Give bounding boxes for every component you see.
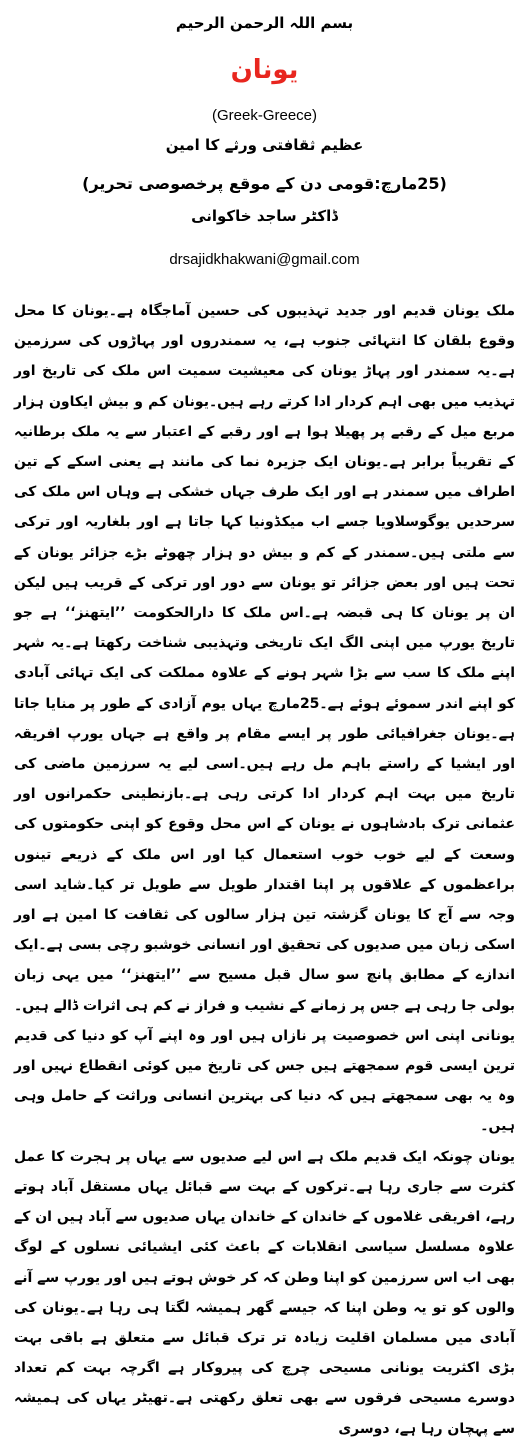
article-header <box>0 0 529 270</box>
article-title: یونان <box>230 55 299 85</box>
bismillah: بسم اللہ الرحمن الرحیم <box>175 14 354 32</box>
paragraph: یونان چونکہ ایک قدیم ملک ہے اس لیے صدیوں سے یہاں پر ہجرت کا عمل کثرت سے جاری رہا ہے۔ترکوں کے بہت سے قبائل یہاں مستقل آباد ہوتے رہے، افریقی غلاموں کے خاندان کے خاندان یہاں صدیوں سے آباد ہیں ان کے علاوہ مسلسل سیاسی انقلابات کے باعث کئی ایشیائی نسلوں کے لوگ بھی اب اس سرزمین کو اپنا وطن کہ کر خوش ہوتے ہیں اور یورپ سے آنے والوں کو تو یہ وطن اپنا کہ جیسے گھر ہمیشہ لگتا ہی رہا ہے۔یونان کی آبادی میں مسلمان اقلیت زیادہ تر ترک قبائل سے متعلق ہے باقی بہت بڑی اکثریت یونانی مسیحی چرچ کی پیروکار ہے اگرچہ بہت کم تعداد دوسرے مسیحی فرقوں سے بھی تعلق رکھتی ہے۔تھیٹر یہاں کی ہمیشہ سے پہچان رہا ہے، دوسری <box>14 1148 515 1437</box>
author-name: ڈاکٹر ساجد خاکوانی <box>191 207 338 225</box>
author-email: drsajidkhakwani@gmail.com <box>169 251 360 268</box>
subtitle-urdu: عظیم ثقافتی ورثے کا امین <box>165 136 364 154</box>
paragraph: ملک یونان قدیم اور جدید تہذیبوں کی حسین آماجگاہ ہے۔یونان کا محل وقوع بلقان کا انتہائی جنوب ہے، یہ سمندروں اور پہاڑوں کی سرزمین ہے۔یہ سمندر اور پہاڑ یونان کی معیشیت سمیت اس ملک کی تاریخ اور تہذیب میں بھی اہم کردار ادا کرتے رہے ہیں۔یونان کم و بیش ایکاون ہزار مربع میل کے رقبے پر پھیلا ہوا ہے اور رقبے کے اعتبار سے یہ ملک برطانیہ کے تقریباً برابر ہے۔یونان ایک جزیرہ نما کی مانند ہے یعنی اسکے کے تین اطراف میں سمندر ہے اور ایک طرف جہاں خشکی ہے وہاں اس ملک کی سرحدیں یوگوسلاویا جسے اب میکڈونیا کہا جاتا ہے اور بلغاریہ اور ترکی سے ملتی ہیں۔سمندر کے کم و بیش دو ہزار چھوٹے بڑے جزائر یونان کے تحت ہیں اور بعض جزائر تو یونان سے دور اور ترکی کے قریب ہیں لیکن ان پر یونان کا ہی قبضہ ہے۔اس ملک کا دارالحکومت ’’ایتھنز‘‘ ہے جو تاریخ یورپ میں اپنی الگ ایک تاریخی وتہذیبی شناخت رکھتا ہے۔یہ شہر اپنے ملک کا سب سے بڑا شہر ہونے کے علاوہ مملکت کی ایک تہائی آبادی کو اپنے اندر سموئے ہوئے ہے۔25مارچ یہاں یوم آزادی کے طور پر منایا جاتا ہے۔یونان جغرافیائی طور پر ایسے مقام پر واقع ہے جہاں یورپ افریقہ اور ایشیا کے راستے باہم مل رہے ہیں۔اسی لیے یہ سرزمین ماضی کی تاریخ میں بہت اہم کردار ادا کرتی رہی ہے۔بازنطینی حکمرانوں اور عثمانی ترک بادشاہوں نے یونان کے اس محل وقوع کو اپنی حکومتوں کی وسعت کے لیے خوب خوب استعمال کیا اور اس ملک کے ذریعے تینوں براعظموں کے علاقوں پر اپنا اقتدار طویل سے طویل تر کیا۔شاید اسی وجہ سے آج کا یونان گزشتہ تین ہزار سالوں کی ثقافت کا امین ہے اور اسکی زبان میں صدیوں کی تحقیق اور انسانی خوشبو رچی بسی ہے۔ایک اندازے کے مطابق پانچ سو سال قبل مسیح سے ’’ایتھنز‘‘ میں یہی زبان بولی جا رہی ہے جس پر زمانے کے نشیب و فراز نے کم ہی اثرات ڈالے ہیں۔یونانی اپنی اس خصوصیت پر نازاں ہیں اور وہ اپنے آپ کو دنیا کی قدیم ترین ایسی قوم سمجھتے ہیں جس کی تاریخ میں کوئی انقطاع نہیں اور وہ یہ بھی سمجھتے ہیں کہ دنیا کی بہترین انسانی وراثت کے حامل وہی ہیں۔ <box>14 303 515 1135</box>
subtitle-english: (Greek-Greece) <box>211 107 318 124</box>
occasion-note: (25مارچ:قومی دن کے موقع پرخصوصی تحریر) <box>82 174 447 193</box>
article-body <box>14 296 515 1437</box>
